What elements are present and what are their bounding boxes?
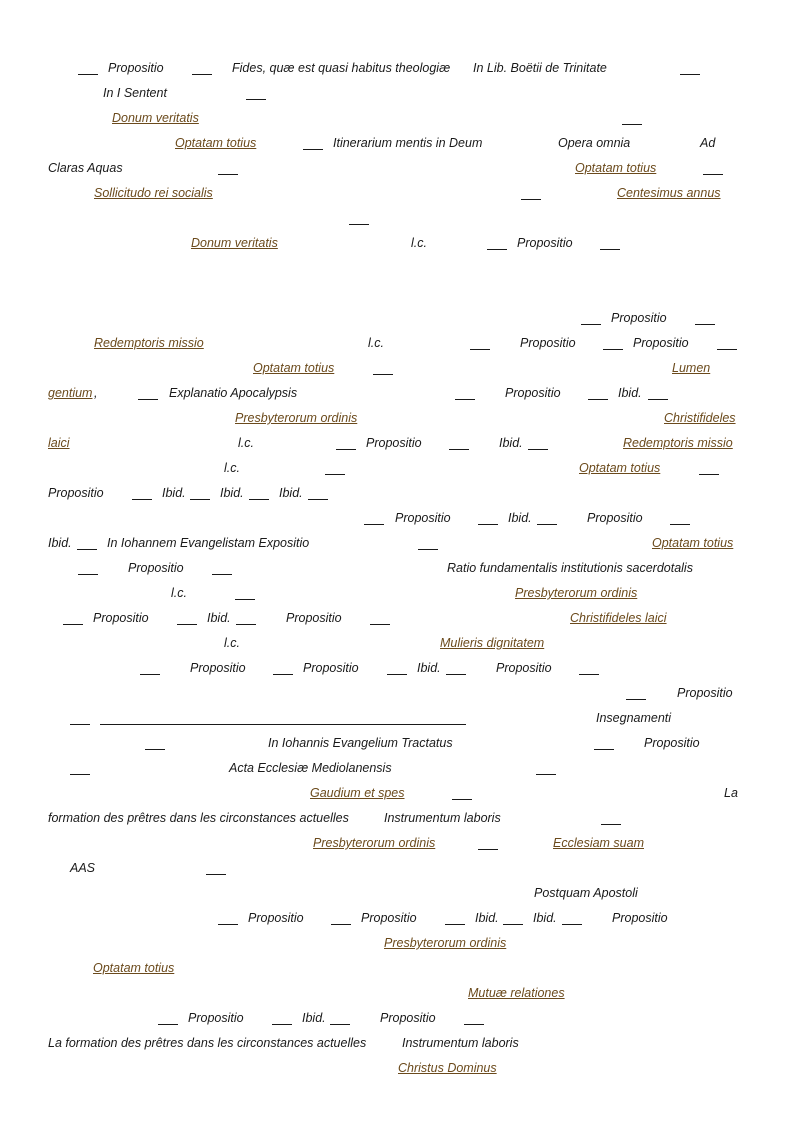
blank-rule — [521, 199, 541, 200]
citation-link-optatam-totius[interactable]: Optatam totius — [175, 136, 257, 150]
citation-propositio: Propositio — [633, 336, 689, 350]
blank-rule — [303, 149, 323, 150]
blank-rule — [594, 749, 614, 750]
blank-rule — [77, 549, 97, 550]
blank-rule — [670, 524, 690, 525]
citation-title: Opera omnia — [558, 136, 631, 150]
blank-rule — [78, 74, 98, 75]
citation-propositio: Propositio — [361, 911, 417, 925]
citation-lc: l.c. — [171, 586, 187, 600]
blank-rule — [600, 249, 620, 250]
citation-propositio: Propositio — [108, 61, 164, 75]
blank-rule — [717, 349, 737, 350]
citation-link-christifideles-laici[interactable]: Christifideles laici — [570, 611, 667, 625]
citation-title: Fides, quæ est quasi habitus theologiæ — [232, 61, 451, 75]
blank-rule — [626, 699, 646, 700]
blank-rule — [703, 174, 723, 175]
blank-rule — [308, 499, 328, 500]
citation-lc: l.c. — [411, 236, 427, 250]
citation-link-presbyterorum-ordinis[interactable]: Presbyterorum ordinis — [384, 936, 507, 950]
citation-link-optatam-totius[interactable]: Optatam totius — [579, 461, 661, 475]
citation-propositio: Propositio — [188, 1011, 244, 1025]
citation-link-optatam-totius[interactable]: Optatam totius — [575, 161, 657, 175]
citation-title: Ratio fundamentalis institutionis sacerdotalis — [447, 561, 693, 575]
citation-ibid: Ibid. — [302, 1011, 326, 1025]
citation-link-christifideles-laici[interactable]: laici — [48, 436, 70, 450]
citation-propositio: Propositio — [128, 561, 184, 575]
blank-rule — [449, 449, 469, 450]
blank-rule — [579, 674, 599, 675]
blank-rule — [272, 1024, 292, 1025]
blank-rule — [218, 174, 238, 175]
blank-rule — [70, 774, 90, 775]
blank-rule — [373, 374, 393, 375]
citation-lc: l.c. — [224, 636, 240, 650]
blank-rule — [249, 499, 269, 500]
blank-rule — [648, 399, 668, 400]
blank-rule — [364, 524, 384, 525]
blank-rule — [503, 924, 523, 925]
blank-rule — [478, 524, 498, 525]
blank-rule — [455, 399, 475, 400]
citation-propositio: Propositio — [587, 511, 643, 525]
citation-propositio: Propositio — [505, 386, 561, 400]
blank-rule — [212, 574, 232, 575]
blank-rule — [699, 474, 719, 475]
blank-rule — [138, 399, 158, 400]
citation-ibid: Ibid. — [475, 911, 499, 925]
citation-title: In Iohannem Evangelistam Expositio — [107, 536, 310, 550]
citation-propositio: Propositio — [644, 736, 700, 750]
citation-text: Claras Aquas — [48, 161, 123, 175]
blank-rule — [487, 249, 507, 250]
citation-ibid: Ibid. — [220, 486, 244, 500]
blank-rule — [445, 924, 465, 925]
blank-rule — [601, 824, 621, 825]
citation-link-christifideles-laici[interactable]: Christifideles — [664, 411, 736, 425]
blank-rule — [537, 524, 557, 525]
citation-ibid: Ibid. — [417, 661, 441, 675]
citation-propositio: Propositio — [496, 661, 552, 675]
citation-propositio: Propositio — [286, 611, 342, 625]
blank-rule — [190, 499, 210, 500]
citation-ibid: Ibid. — [533, 911, 557, 925]
citation-ibid: Ibid. — [279, 486, 303, 500]
blank-rule — [206, 874, 226, 875]
citation-title: La formation des prêtres dans les circonstances actuelles — [48, 1036, 367, 1050]
blank-rule — [370, 624, 390, 625]
blank-rule — [622, 124, 642, 125]
citation-propositio: Propositio — [190, 661, 246, 675]
blank-rule — [158, 1024, 178, 1025]
citation-title: Insegnamenti — [596, 711, 672, 725]
citation-lc: l.c. — [368, 336, 384, 350]
blank-rule — [478, 849, 498, 850]
citation-title: Instrumentum laboris — [402, 1036, 519, 1050]
blank-rule — [528, 449, 548, 450]
citation-title: formation des prêtres dans les circonstances actuelles — [48, 811, 349, 825]
blank-rule — [349, 224, 369, 225]
citation-ibid: Ibid. — [48, 536, 72, 550]
blank-rule — [336, 449, 356, 450]
citation-link-mutuae-relationes[interactable]: Mutuæ relationes — [468, 986, 565, 1000]
blank-rule — [470, 349, 490, 350]
citation-lc: l.c. — [238, 436, 254, 450]
citation-link-presbyterorum-ordinis[interactable]: Presbyterorum ordinis — [313, 836, 436, 850]
blank-rule — [78, 574, 98, 575]
citation-link-gaudium-et-spes[interactable]: Gaudium et spes — [310, 786, 405, 800]
citation-title: In Lib. Boëtii de Trinitate — [473, 61, 607, 75]
punctuation-comma: , — [94, 386, 98, 400]
blank-rule — [418, 549, 438, 550]
citation-propositio: Propositio — [303, 661, 359, 675]
citation-title: Itinerarium mentis in Deum — [333, 136, 483, 150]
blank-rule — [446, 674, 466, 675]
citation-propositio: Propositio — [380, 1011, 436, 1025]
citation-link-optatam-totius[interactable]: Optatam totius — [253, 361, 335, 375]
blank-rule — [331, 924, 351, 925]
citation-link-donum-veritatis[interactable]: Donum veritatis — [191, 236, 278, 250]
blank-rule — [536, 774, 556, 775]
blank-rule — [70, 724, 90, 725]
citation-propositio: Propositio — [366, 436, 422, 450]
blank-rule — [387, 674, 407, 675]
blank-rule — [177, 624, 197, 625]
citation-propositio: Propositio — [48, 486, 104, 500]
blank-rule — [236, 624, 256, 625]
blank-rule — [588, 399, 608, 400]
citation-link-redemptoris-missio[interactable]: Redemptoris missio — [94, 336, 204, 350]
blank-rule — [192, 74, 212, 75]
citation-link-presbyterorum-ordinis[interactable]: Presbyterorum ordinis — [235, 411, 358, 425]
citation-propositio: Propositio — [612, 911, 668, 925]
blank-rule — [562, 924, 582, 925]
citation-title: In Iohannis Evangelium Tractatus — [268, 736, 453, 750]
blank-rule — [246, 99, 266, 100]
blank-rule — [581, 324, 601, 325]
citation-ibid: Ibid. — [508, 511, 532, 525]
citation-ibid: Ibid. — [207, 611, 231, 625]
citation-ibid: Ibid. — [618, 386, 642, 400]
citation-title: Explanatio Apocalypsis — [169, 386, 298, 400]
citation-link-optatam-totius[interactable]: Optatam totius — [93, 961, 175, 975]
citation-link-redemptoris-missio[interactable]: Redemptoris missio — [623, 436, 733, 450]
citation-link-lumen-gentium[interactable]: gentium — [48, 386, 93, 400]
citation-propositio: Propositio — [517, 236, 573, 250]
citation-link-lumen-gentium[interactable]: Lumen — [672, 361, 711, 375]
citation-link-mulieris-dignitatem[interactable]: Mulieris dignitatem — [440, 636, 545, 650]
citation-link-centesimus-annus[interactable]: Centesimus annus — [617, 186, 721, 200]
citation-text: La — [724, 786, 738, 800]
blank-rule — [218, 924, 238, 925]
citation-link-ecclesiam-suam[interactable]: Ecclesiam suam — [553, 836, 644, 850]
blank-rule — [452, 799, 472, 800]
citation-lc: l.c. — [224, 461, 240, 475]
citation-title: Postquam Apostoli — [534, 886, 638, 900]
blank-rule — [695, 324, 715, 325]
footnote-separator — [100, 724, 466, 725]
blank-rule — [273, 674, 293, 675]
citation-propositio: Propositio — [520, 336, 576, 350]
citation-link-christus-dominus[interactable]: Christus Dominus — [398, 1061, 497, 1075]
blank-rule — [464, 1024, 484, 1025]
citation-link-sollicitudo-rei-socialis[interactable]: Sollicitudo rei socialis — [94, 186, 213, 200]
citation-ibid: Ibid. — [499, 436, 523, 450]
citation-title: Acta Ecclesiæ Mediolanensis — [229, 761, 392, 775]
blank-rule — [235, 599, 255, 600]
citation-link-optatam-totius[interactable]: Optatam totius — [652, 536, 734, 550]
citation-text: Ad — [700, 136, 716, 150]
citation-propositio: Propositio — [611, 311, 667, 325]
blank-rule — [132, 499, 152, 500]
citation-title: In I Sentent — [103, 86, 167, 100]
blank-rule — [330, 1024, 350, 1025]
citation-title: Instrumentum laboris — [384, 811, 501, 825]
citation-ibid: Ibid. — [162, 486, 186, 500]
citation-propositio: Propositio — [93, 611, 149, 625]
citation-link-donum-veritatis[interactable]: Donum veritatis — [112, 111, 199, 125]
blank-rule — [145, 749, 165, 750]
citation-propositio: Propositio — [248, 911, 304, 925]
blank-rule — [140, 674, 160, 675]
citation-propositio: Propositio — [395, 511, 451, 525]
blank-rule — [603, 349, 623, 350]
citation-propositio: Propositio — [677, 686, 733, 700]
citation-link-presbyterorum-ordinis[interactable]: Presbyterorum ordinis — [515, 586, 638, 600]
blank-rule — [680, 74, 700, 75]
blank-rule — [325, 474, 345, 475]
blank-rule — [63, 624, 83, 625]
citation-aas: AAS — [70, 861, 96, 875]
